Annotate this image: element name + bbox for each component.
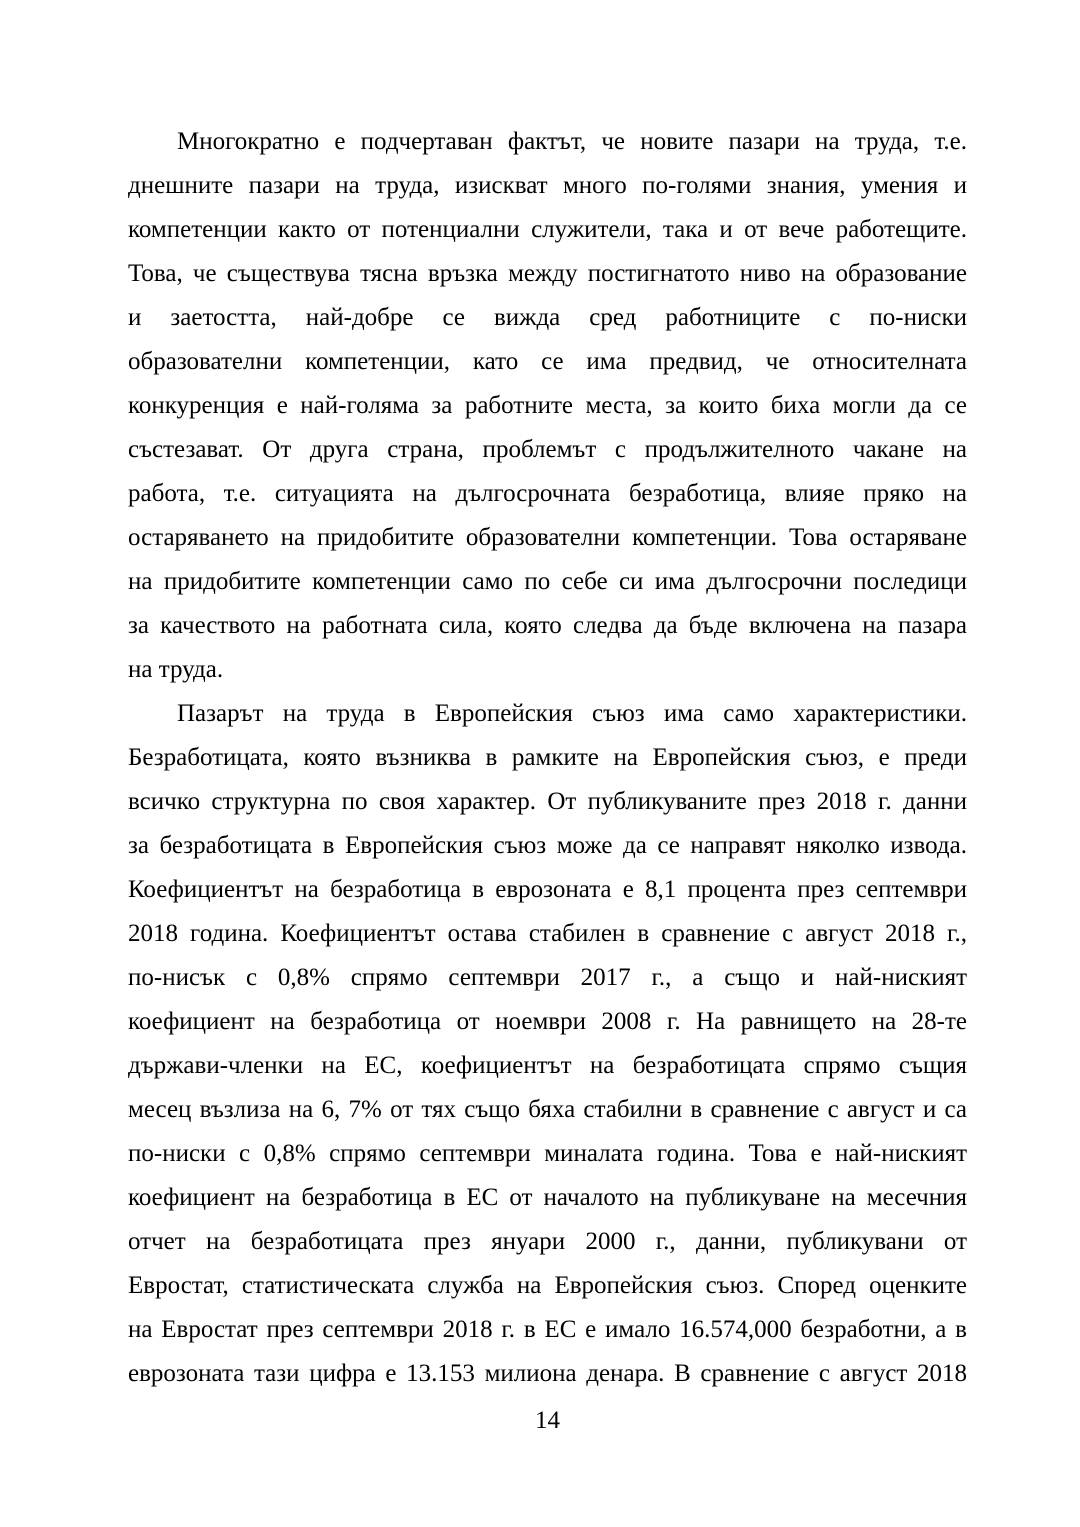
text-line: и заетостта, най-добре се вижда сред работниците с по-ниски: [128, 304, 967, 331]
text-line: състезават. От друга страна, проблемът с продължителното чакане на: [128, 436, 967, 463]
page-number: 14: [535, 1407, 560, 1434]
text-line: по-ниски с 0,8% спрямо септември миналата година. Това е най-ниският: [128, 1140, 967, 1167]
text-line: на Евростат през септември 2018 г. в ЕС е имало 16.574,000 безработни, а в: [128, 1316, 967, 1343]
text-line: държави-членки на ЕС, коефициентът на безработицата спрямо същия: [128, 1052, 967, 1079]
text-line: работа, т.е. ситуацията на дългосрочната безработица, влияе пряко на: [128, 480, 967, 507]
text-line: на труда.: [128, 656, 224, 683]
text-block: [128, 120, 967, 1396]
text-line: Пазарът на труда в Европейския съюз има само характеристики.: [177, 700, 967, 727]
text-line: Евростат, статистическата служба на Европейския съюз. Според оценките: [128, 1272, 967, 1299]
text-line: Това, че съществува тясна връзка между постигнатото ниво на образование: [128, 260, 967, 287]
text-line: еврозоната тази цифра е 13.153 милиона денара. В сравнение с август 2018: [128, 1360, 967, 1387]
text-line: отчет на безработицата през януари 2000 г., данни, публикувани от: [128, 1228, 967, 1255]
text-line: компетенции както от потенциални служители, така и от вече работещите.: [128, 216, 967, 243]
text-line: Многократно е подчертаван фактът, че новите пазари на труда, т.е.: [177, 128, 967, 155]
text-line: за безработицата в Европейския съюз може да се направят няколко извода.: [128, 832, 967, 859]
text-line: на придобитите компетенции само по себе си има дългосрочни последици: [128, 568, 967, 595]
text-line: Коефициентът на безработица в еврозоната е 8,1 процента през септември: [128, 876, 967, 903]
text-line: днешните пазари на труда, изискват много по-голями знания, умения и: [128, 172, 967, 199]
text-line: коефициент на безработица в ЕС от началото на публикуване на месечния: [128, 1184, 967, 1211]
text-line: образователни компетенции, като се има предвид, че относителната: [128, 348, 967, 375]
text-line: 2018 година. Коефициентът остава стабилен в сравнение с август 2018 г.,: [128, 920, 967, 947]
text-line: за качеството на работната сила, която следва да бъде включена на пазара: [128, 612, 967, 639]
text-line: коефициент на безработица от ноември 2008 г. На равнището на 28-те: [128, 1008, 967, 1035]
text-line: Безработицата, която възниква в рамките на Европейския съюз, е преди: [128, 744, 967, 771]
text-line: конкуренция е най-голяма за работните места, за които биха могли да се: [128, 392, 967, 419]
text-line: месец възлиза на 6, 7% от тях също бяха стабилни в сравнение с август и са: [128, 1096, 967, 1123]
text-line: всичко структурна по своя характер. От публикуваните през 2018 г. данни: [128, 788, 967, 815]
text-line: остаряването на придобитите образователни компетенции. Това остаряване: [128, 524, 967, 551]
text-line: по-нисък с 0,8% спрямо септември 2017 г., а също и най-ниският: [128, 964, 967, 991]
